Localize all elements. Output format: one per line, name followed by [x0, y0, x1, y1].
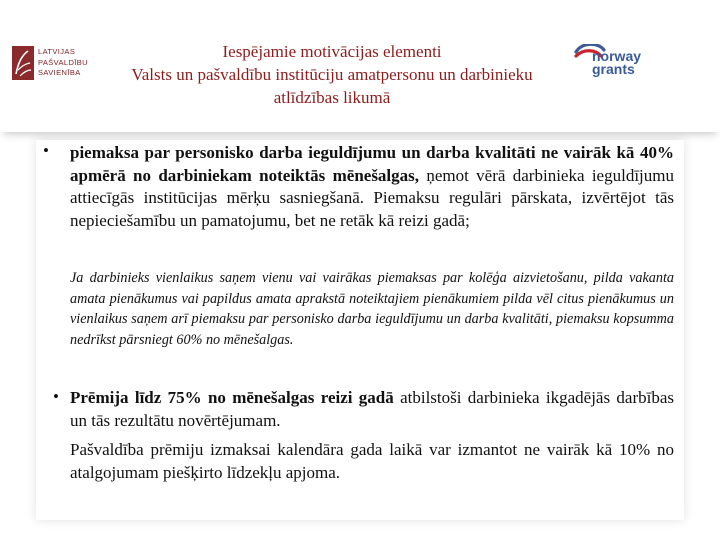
- paragraph-3: Pašvaldība prēmiju izmaksai kalendāra gada laikā var izmantot ne vairāk kā 10% no atalgojumam piešķirto līdzekļu apjoma.: [70, 440, 674, 482]
- norway-grants-logo-text: [592, 50, 641, 76]
- lps-logo-line: SAVIENĪBA: [38, 68, 81, 77]
- bullet-2-bold: Prēmija līdz 75% no mēnešalgas reizi gadā: [70, 388, 394, 407]
- bullet-text-2: [70, 386, 674, 432]
- ng-logo-line: grants: [592, 61, 635, 77]
- page-title: [92, 40, 572, 109]
- lps-logo-icon: [12, 46, 34, 80]
- ng-logo-line: norway: [592, 48, 642, 64]
- lps-logo-text: [38, 47, 88, 79]
- title-line-2: Valsts un pašvaldību institūciju amatpersonu un darbinieku: [131, 65, 533, 84]
- bullet-1-bold: piemaksa par personisko darba ieguldījumu un darba kvalitāti ne vairāk kā 40% apmērā no darbiniekam noteiktās mēnešalgas,: [70, 143, 674, 185]
- title-line-3: atlīdzības likumā: [273, 88, 391, 107]
- norway-grants-logo: [574, 44, 642, 84]
- italic-note: Ja darbinieks vienlaikus saņem vienu vai vairākas piemaksas par kolēģa aizvietošanu, pilda vakanta amata pienākumus vai papildus amata aprakstā noteiktajiem pienākumiem pilda vēl citus pienākumus un vienlaikus saņem arī piemaksu par personisko darba ieguldījumu un darba kvalitāti, piemaksu kopsumma nedrīkst pārsniegt 60% no mēnešalgas.: [70, 270, 674, 348]
- lps-logo-line: LATVIJAS: [38, 47, 76, 56]
- lps-logo: [12, 46, 92, 80]
- bullet-1-text: ņemot vērā darbinieka ieguldījumu attiecīgās institūcijas mērķu sasniegšanā. Piemaksu regulāri pārskata, izvērtējot tās nepieciešamību un pamatojumu, bet ne retāk kā reizi gadā;: [70, 165, 674, 230]
- bullet-1: •: [43, 141, 49, 160]
- bullet-2: •: [53, 387, 59, 406]
- bullet-2-text: atbilstoši darbinieka ikgadējās darbības un tās rezultātu novērtējumam.: [70, 388, 674, 430]
- slide-header: [0, 0, 720, 132]
- content-panel: [36, 140, 684, 520]
- lps-logo-line: PAŠVALDĪBU: [38, 57, 88, 67]
- bullet-text-1: [70, 142, 674, 232]
- title-line-1: Iespējamie motivācijas elementi: [222, 42, 442, 61]
